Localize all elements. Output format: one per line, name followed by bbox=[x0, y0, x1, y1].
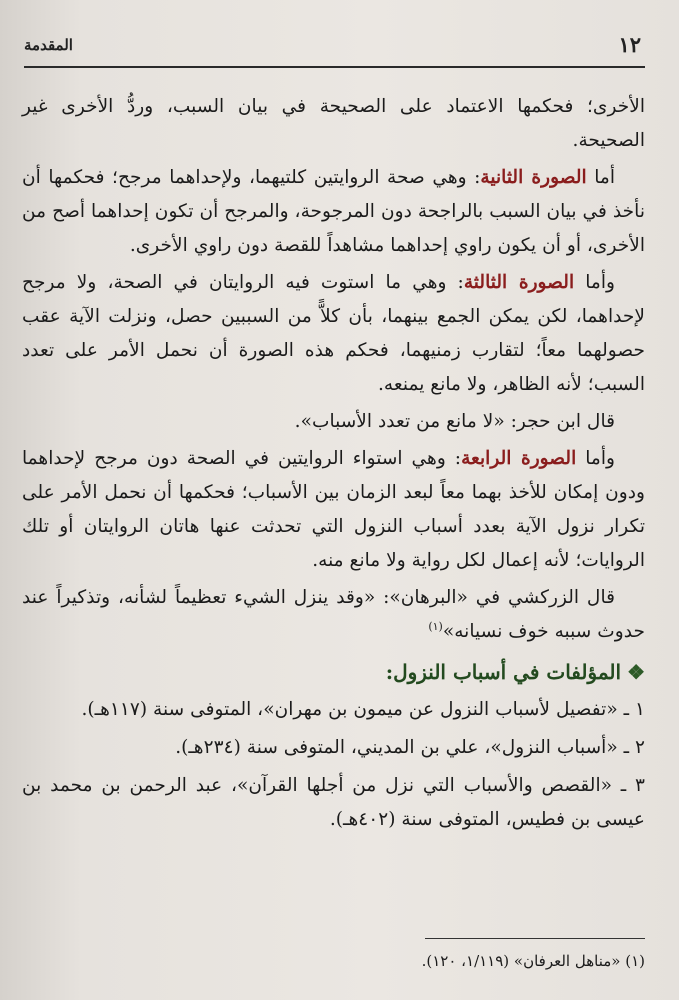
paragraph-text: : وهي ما استوت فيه الروايتان في الصحة، ولا مرجح لإحداهما، لكن يمكن الجمع بينهما، بأن كلاًّ من السببين حصل، ونزلت الآية عقب حصولهما معاً؛ لتقارب زمنيهما، فحكم هذه الصورة أن نحمل الأمر على تعدد السبب؛ لأنه الظاهر، ولا مانع يمنعه. bbox=[22, 272, 645, 395]
footnote: (١) «مناهل العرفان» (١/١١٩، ١٢٠). bbox=[421, 952, 645, 970]
footnote-divider bbox=[425, 938, 645, 939]
form-label-third: الصورة الثالثة bbox=[463, 272, 575, 293]
footnote-reference: (١) bbox=[428, 619, 443, 633]
form-label-fourth: الصورة الرابعة bbox=[461, 448, 577, 469]
paragraph-second-form bbox=[22, 161, 645, 263]
list-item: ٣ ـ «القصص والأسباب التي نزل من أجلها القرآن»، عبد الرحمن بن محمد بن عيسى بن فطيس، المتوفى سنة (٤٠٢هـ). bbox=[22, 775, 645, 830]
list-item: ١ ـ «تفصيل لأسباب النزول عن ميمون بن مهران»، المتوفى سنة (١١٧هـ). bbox=[81, 699, 645, 720]
paragraph-text: : وهي صحة الروايتين كلتيهما، ولإحداهما مرجح؛ فحكمها أن نأخذ في بيان السبب بالراجحة دون المرجوحة، والمرجح أن تكون إحداهما أصح من الأخرى، أو أن يكون راوي إحداهما مشاهداً للقصة دون راوي الأخرى. bbox=[22, 167, 645, 256]
paragraph-third-form bbox=[22, 266, 645, 402]
quote-text: قال الزركشي في «البرهان»: «وقد ينزل الشيء تعظيماً لشأنه، وتذكيراً عند حدوث سببه خوف نسيانه» bbox=[22, 587, 645, 642]
paragraph-prefix: وأما bbox=[585, 448, 615, 469]
quote-ibn-hajar: قال ابن حجر: «لا مانع من تعدد الأسباب». bbox=[294, 411, 615, 432]
paragraph-text: : وهي استواء الروايتين في الصحة دون مرجح لإحداهما ودون إمكان للأخذ بهما معاً لبعد الزمان بين الأسباب؛ فحكمها أن نحمل الأمر على تكرار نزول الآية بعدد أسباب النزول التي تحدثت عنها هاتان الروايتان أو تلك الروايات؛ لأنه إعمال لكل رواية ولا مانع منه. bbox=[22, 448, 645, 571]
paragraph-1: الأخرى؛ فحكمها الاعتماد على الصحيحة في بيان السبب، وردُّ الأخرى غير الصحيحة. bbox=[22, 96, 645, 151]
page-header bbox=[24, 30, 645, 68]
running-head: المقدمة bbox=[24, 36, 73, 54]
paragraph-fourth-form bbox=[22, 442, 645, 578]
quote-zarkashi bbox=[22, 581, 645, 649]
list-item: ٢ ـ «أسباب النزول»، علي بن المديني، المتوفى سنة (٢٣٤هـ). bbox=[175, 737, 645, 758]
diamond-bullet-icon: ❖ bbox=[627, 660, 645, 684]
works-list bbox=[22, 693, 645, 837]
form-label-second: الصورة الثانية bbox=[480, 167, 587, 188]
paragraph-prefix: أما bbox=[594, 167, 615, 188]
paragraph-prefix: وأما bbox=[585, 272, 615, 293]
section-title: المؤلفات في أسباب النزول: bbox=[385, 660, 622, 684]
page-body bbox=[22, 90, 645, 841]
page-number: ١٢ bbox=[618, 32, 641, 57]
section-heading bbox=[22, 655, 645, 689]
